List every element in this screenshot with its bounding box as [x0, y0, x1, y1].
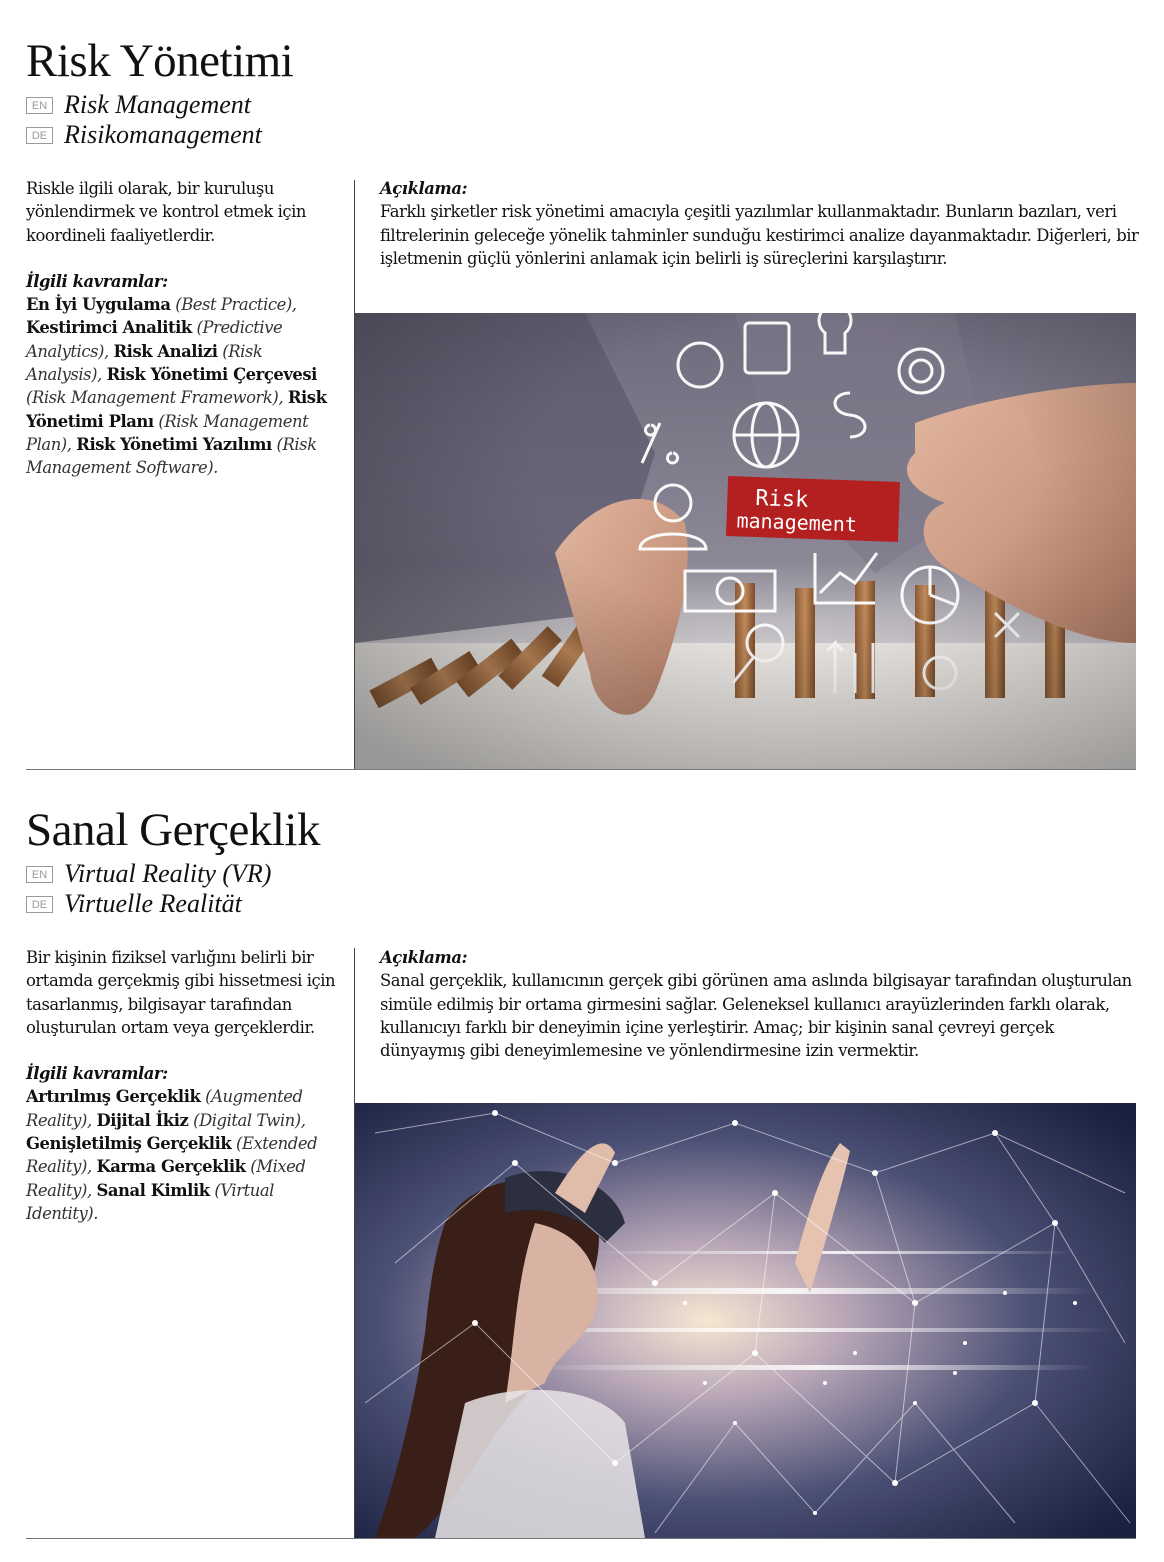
en-language-tag: EN	[26, 866, 53, 883]
virtual-reality-illustration	[355, 1103, 1136, 1538]
description-column	[380, 177, 1140, 270]
related-term: Sanal Kimlik	[96, 1180, 210, 1200]
related-term: En İyi Uygulama	[26, 295, 171, 315]
related-term: Risk Yönetimi Çerçevesi	[106, 365, 317, 385]
related-term-english: (Augmented Reality),	[26, 1087, 303, 1130]
related-term-english: (Risk Management Framework),	[26, 388, 284, 408]
related-term-english: (Mixed Reality),	[26, 1157, 306, 1200]
description-heading: Açıklama:	[380, 179, 468, 198]
description-heading: Açıklama:	[380, 948, 468, 967]
related-term: Risk Yönetimi Planı	[26, 388, 327, 431]
risk-management-illustration	[355, 313, 1136, 769]
related-term: Kestirimci Analitik	[26, 318, 192, 338]
related-concepts-list	[26, 293, 336, 479]
description-text: Farklı şirketler risk yönetimi amacıyla çeşitli yazılımlar kullanmaktadır. Bunların bazıları, veri filtrelerinin geleceğe yönelik tahminler sunduğu kestirimci analize dayanmaktadır. Diğerleri, bir işletmenin güçlü yönlerini anlamak için belirli iş süreçlerini karşılaştırır.	[380, 202, 1139, 268]
de-language-tag: DE	[26, 896, 53, 913]
definition-column	[26, 946, 336, 1225]
risk-management-photo	[355, 313, 1136, 769]
related-term-english: (Risk Management Software).	[26, 434, 317, 478]
related-term: Risk Analizi	[113, 341, 218, 361]
related-concepts-heading: İlgili kavramlar:	[26, 271, 168, 291]
related-term: Artırılmış Gerçeklik	[26, 1087, 201, 1107]
related-term-english: (Risk Analysis),	[26, 341, 263, 385]
en-language-tag: EN	[26, 97, 53, 114]
german-term-row	[26, 120, 262, 150]
english-term: Risk Management	[64, 90, 252, 119]
entry-title: Risk Yönetimi	[26, 35, 294, 87]
related-term: Dijital İkiz	[96, 1110, 189, 1130]
related-term-english: (Predictive Analytics),	[26, 318, 283, 361]
german-term: Virtuelle Realität	[64, 889, 242, 918]
english-term-row	[26, 90, 251, 120]
definition-text: Bir kişinin fiziksel varlığını belirli bir ortamda gerçekmiş gibi hissetmesi için tasarlanmış, bilgisayar tarafından oluşturulan ortam veya gerçeklerdir.	[26, 948, 336, 1037]
related-term-english: (Best Practice),	[175, 295, 297, 315]
related-term: Karma Gerçeklik	[96, 1157, 246, 1177]
virtual-reality-photo	[355, 1103, 1136, 1538]
related-term-english: (Virtual Identity).	[26, 1180, 274, 1223]
related-term: Risk Yönetimi Yazılımı	[76, 434, 272, 454]
german-term-row	[26, 889, 242, 919]
definition-column	[26, 177, 336, 480]
entry-separator	[26, 1538, 1136, 1539]
description-text: Sanal gerçeklik, kullanıcının gerçek gibi görünen ama aslında bilgisayar tarafından oluşturulan simüle edilmiş bir ortama girmesini sağlar. Geleneksel kullanıcı arayüzlerinden farklı olarak, kullanıcıyı farklı bir deneyimin içine yerleştirir. Amaç; bir kişinin sanal çevreyi gerçek dünyaymış gibi deneyimlemesine ve yönlendirmesine izin vermektir.	[380, 971, 1132, 1061]
related-concepts-heading: İlgili kavramlar:	[26, 1064, 168, 1084]
related-term-english: (Digital Twin),	[193, 1110, 306, 1130]
english-term: Virtual Reality (VR)	[64, 859, 272, 888]
entry-virtual-reality	[0, 770, 1164, 1562]
definition-text: Riskle ilgili olarak, bir kuruluşu yönlendirmek ve kontrol etmek için koordineli faaliyetlerdir.	[26, 179, 306, 245]
related-term-english: (Extended Reality),	[26, 1134, 318, 1177]
related-concepts-list	[26, 1085, 336, 1225]
entry-risk-management	[0, 0, 1164, 775]
description-column	[380, 946, 1140, 1062]
de-language-tag: DE	[26, 127, 53, 144]
related-term-english: (Risk Management Plan),	[26, 411, 309, 454]
german-term: Risikomanagement	[64, 120, 262, 149]
related-term: Genişletilmiş Gerçeklik	[26, 1134, 232, 1154]
english-term-row	[26, 859, 271, 889]
entry-title: Sanal Gerçeklik	[26, 804, 320, 856]
